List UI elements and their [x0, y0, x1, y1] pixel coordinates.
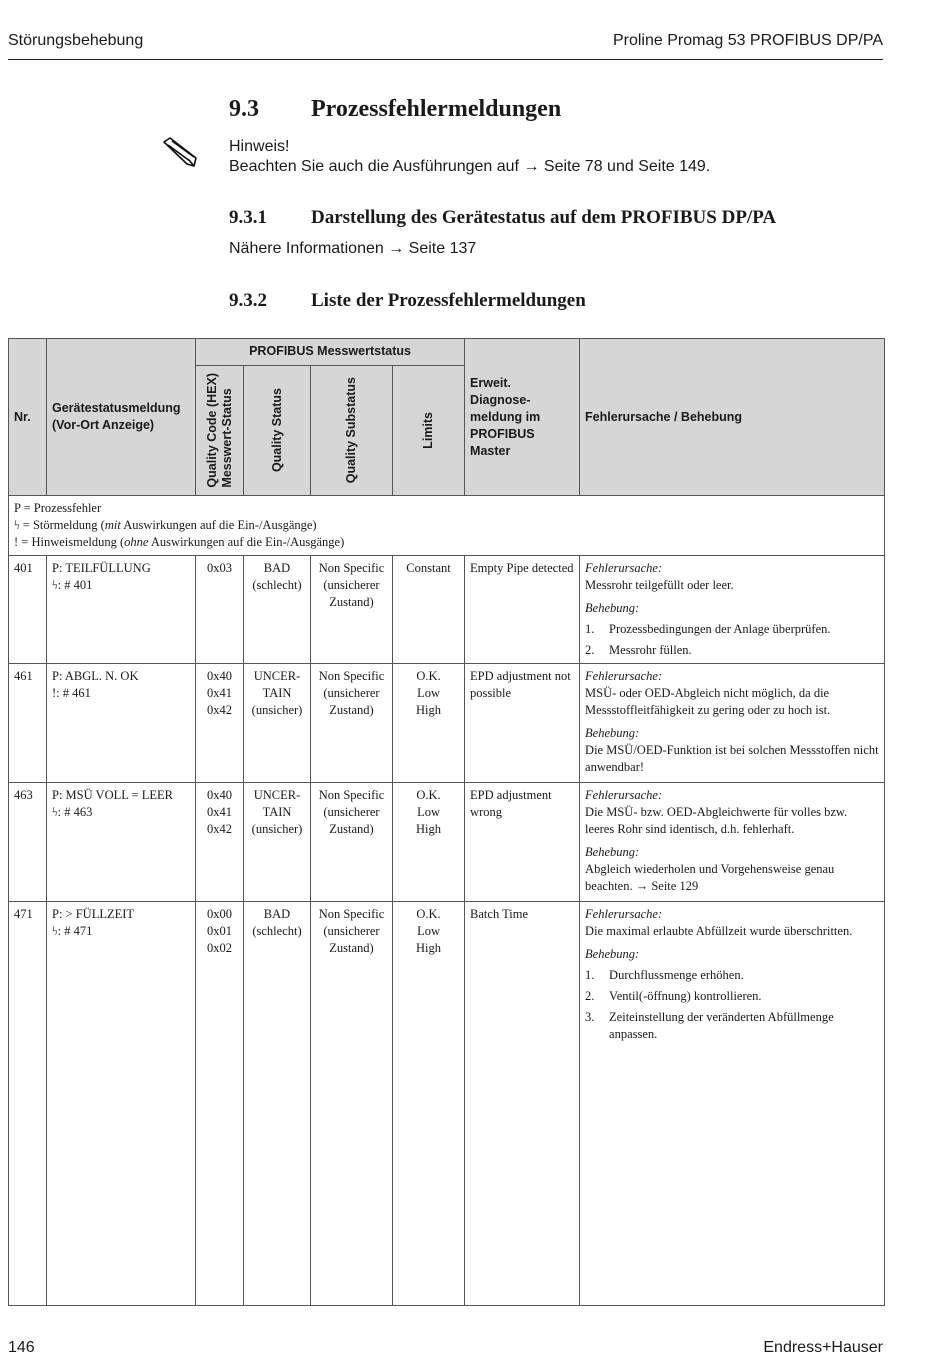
col-header-message: Gerätestatusmeldung (Vor-Ort Anzeige)	[47, 339, 196, 496]
col-header-quality-code: Quality Code (HEX) Messwert-Status	[196, 366, 244, 496]
section-heading: 9.3 Prozessfehlermeldungen	[229, 96, 562, 122]
legend-cell: P = Prozessfehler ϟ = Störmeldung (mit Auswirkungen auf die Ein-/Ausgänge) ! = Hinweismeldung (ohne Auswirkungen auf die Ein-/Ausgänge)	[9, 496, 885, 556]
brand-name: Endress+Hauser	[763, 1339, 883, 1356]
table-row: 461 P: ABGL. N. OK !: # 461 0x40 0x41 0x42 UNCER- TAIN (unsicher) Non Specific (unsicherer Zustand) O.K. Low High EPD adjustment not possible Fehlerursache: MSÜ- oder OED-Abgleich nicht möglich, da die Messstoffleitfähigkeit zu gering oder zu hoch ist. Behebung: Die MSÜ/OED-Funktion ist bei solchen Messstoffen nicht anwendbar!	[9, 664, 885, 783]
subsection-heading-2: 9.3.2 Liste der Prozessfehlermeldungen	[229, 290, 586, 311]
col-header-group: PROFIBUS Messwertstatus	[196, 339, 465, 366]
table-row: 401 P: TEILFÜLLUNG ϟ: # 401 0x03 BAD (schlecht) Non Specific (unsicherer Zustand) Constant Empty Pipe detected Fehlerursache: Messrohr teilgefüllt oder leer. Behebung: 1. Prozessbedingungen der Anlage überprüfen. 2. Messrohr füllen.	[9, 556, 885, 664]
table-row: 463 P: MSÜ VOLL = LEER ϟ: # 463 0x40 0x41 0x42 UNCER- TAIN (unsicher) Non Specific (unsicherer Zustand) O.K. Low High EPD adjustment wrong Fehlerursache: Die MSÜ- bzw. OED-Abgleichwerte für volles bzw. leeres Rohr sind identisch, d.h. fehlerhaft. Behebung: Abgleich wiederholen und Vorgehensweise genau beachten. → Seite 129	[9, 783, 885, 902]
note-text: Beachten Sie auch die Ausführungen auf → Seite 78 und Seite 149.	[229, 158, 711, 175]
col-header-nr: Nr.	[9, 339, 47, 496]
page-number: 146	[8, 1339, 35, 1356]
header-product-name: Proline Promag 53 PROFIBUS DP/PA	[612, 32, 883, 49]
table-row: 471 P: > FÜLLZEIT ϟ: # 471 0x00 0x01 0x02 BAD (schlecht) Non Specific (unsicherer Zustand) O.K. Low High Batch Time Fehlerursache: Die maximal erlaubte Abfüllzeit wurde überschritten. Behebung: 1. Durchflussmenge erhöhen. 2. Ventil(-öffnung) kontrollieren. 3. Zeiteinstellung der veränderten Abfüllmenge anpassen.	[9, 902, 885, 1306]
header-section-title: Störungsbehebung	[8, 32, 144, 49]
info-link-text: Nähere Informationen → Seite 137	[229, 240, 477, 257]
col-header-diagnosis: Erweit. Diagnose-meldung im PROFIBUS Master	[465, 339, 580, 496]
pencil-icon	[160, 136, 200, 170]
col-header-quality-substatus: Quality Substatus	[311, 366, 393, 496]
note-title: Hinweis!	[229, 138, 290, 155]
process-error-table	[8, 338, 885, 1306]
note-box	[229, 137, 710, 177]
col-header-limits: Limits	[393, 366, 465, 496]
col-header-cause: Fehlerursache / Behebung	[580, 339, 885, 496]
header-divider	[8, 59, 883, 60]
subsection-heading-1: 9.3.1 Darstellung des Gerätestatus auf dem PROFIBUS DP/PA	[229, 207, 777, 228]
col-header-quality-status: Quality Status	[244, 366, 311, 496]
